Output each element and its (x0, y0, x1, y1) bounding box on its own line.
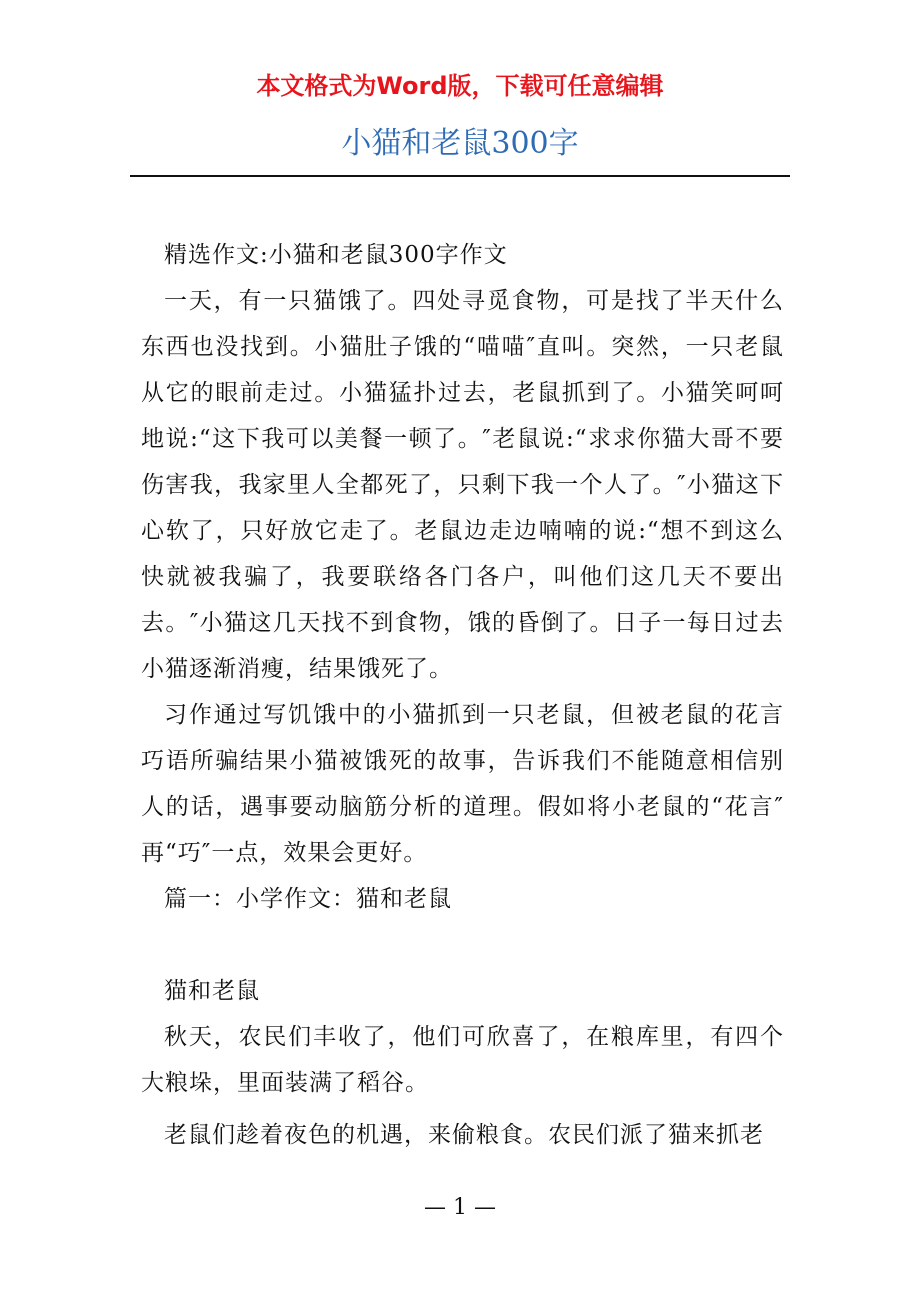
title-divider (130, 175, 790, 177)
document-title: 小猫和老鼠300字 (341, 126, 579, 161)
essay-heading: 精选作文:小猫和老鼠300字作文 (164, 242, 508, 268)
sub-title: 猫和老鼠 (164, 978, 260, 1004)
story-paragraph-3: 老鼠们趁着夜色的机遇，来偷粮食。农民们派了猫来抓老 (164, 1122, 764, 1148)
story-paragraph-2: 秋天，农民们丰收了，他们可欣喜了，在粮库里，有四个大粮垛，里面装满了稻谷。 (141, 1024, 784, 1096)
format-notice: 本文格式为Word版，下载可任意编辑 (256, 72, 664, 100)
document-body (141, 232, 784, 1158)
section-heading: 篇一：小学作文：猫和老鼠 (164, 886, 452, 912)
page-number: — 1 — (424, 1195, 496, 1220)
commentary-paragraph: 习作通过写饥饿中的小猫抓到一只老鼠，但被老鼠的花言巧语所骗结果小猫被饿死的故事，告诉我们不能随意相信别人的话，遇事要动脑筋分析的道理。假如将小老鼠的“花言″再“巧″一点，效果会更好。 (141, 702, 784, 866)
story-paragraph: 一天，有一只猫饿了。四处寻觅食物，可是找了半天什么东西也没找到。小猫肚子饿的“喵喵″直叫。突然，一只老鼠从它的眼前走过。小猫猛扑过去，老鼠抓到了。小猫笑呵呵地说:“这下我可以美餐一顿了。″老鼠说:“求求你猫大哥不要伤害我，我家里人全都死了，只剩下我一个人了。″小猫这下心软了，只好放它走了。老鼠边走边喃喃的说:“想不到这么快就被我骗了，我要联络各门各户，叫他们这几天不要出去。″小猫这几天找不到食物，饿的昏倒了。日子一每日过去小猫逐渐消瘦，结果饿死了。 (141, 288, 784, 682)
